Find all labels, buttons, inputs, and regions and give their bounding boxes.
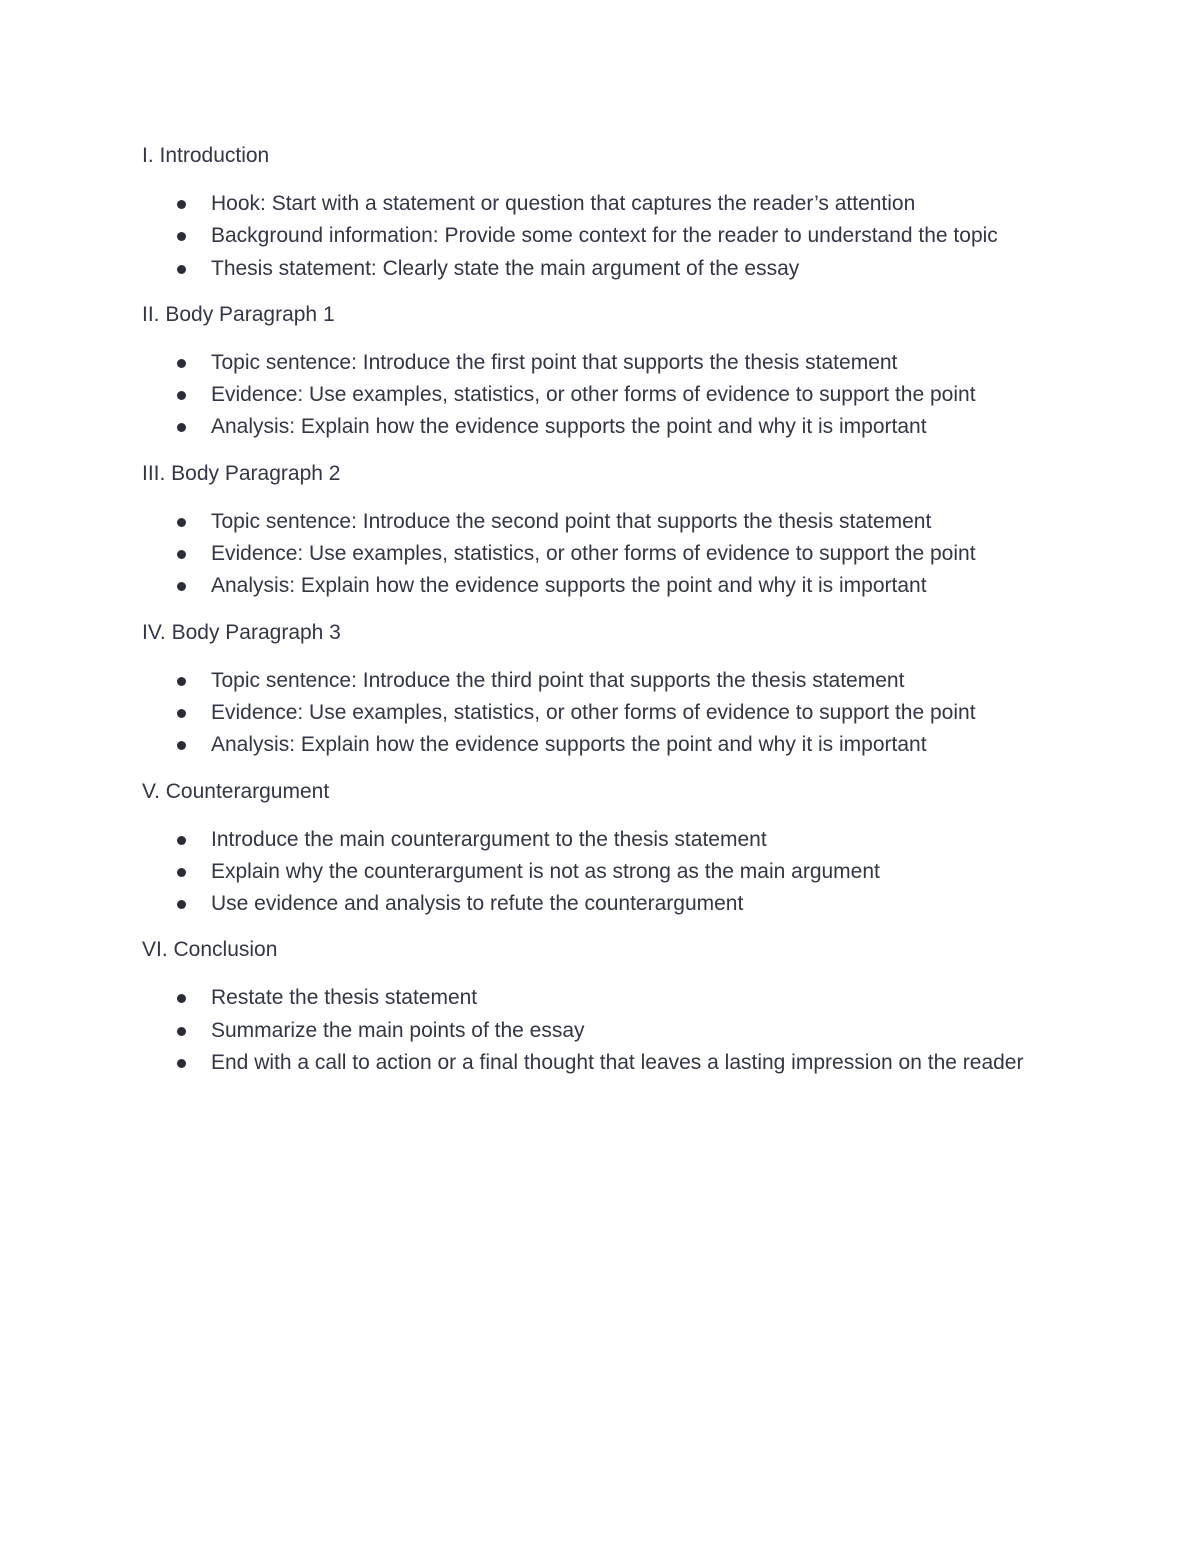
list-item — [142, 856, 1142, 888]
list-item — [142, 506, 1142, 538]
list-item — [142, 570, 1142, 602]
section-heading: IV. Body Paragraph 3 — [142, 620, 341, 644]
list-item — [142, 982, 1142, 1014]
list-item-text: Topic sentence: Introduce the first point that supports the thesis statement — [211, 350, 898, 374]
list-item-text: Restate the thesis statement — [211, 986, 478, 1010]
list-item-text: Topic sentence: Introduce the third point that supports the thesis statement — [211, 668, 905, 692]
section-heading: III. Body Paragraph 2 — [142, 461, 341, 485]
list-item — [142, 188, 1142, 220]
bullet-list — [142, 824, 1142, 921]
bullet-list — [142, 506, 1142, 603]
list-item — [142, 888, 1142, 920]
bullet-icon — [177, 994, 186, 1003]
list-item-text: End with a call to action or a final thought that leaves a lasting impression on the reader — [211, 1051, 1024, 1075]
section-body-paragraph-2 — [142, 458, 1142, 603]
bullet-list — [142, 347, 1142, 444]
section-introduction — [142, 140, 1142, 285]
bullet-icon — [177, 1059, 186, 1068]
bullet-icon — [177, 1027, 186, 1036]
bullet-icon — [177, 836, 186, 845]
list-item — [142, 729, 1142, 761]
list-item-text: Background information: Provide some context for the reader to understand the topic — [211, 224, 998, 248]
bullet-icon — [177, 518, 186, 527]
list-item-text: Evidence: Use examples, statistics, or other forms of evidence to support the point — [211, 700, 976, 724]
bullet-icon — [177, 391, 186, 400]
list-item — [142, 253, 1142, 285]
list-item — [142, 665, 1142, 697]
list-item — [142, 538, 1142, 570]
bullet-icon — [177, 232, 186, 241]
bullet-list — [142, 188, 1142, 285]
section-heading: II. Body Paragraph 1 — [142, 302, 335, 326]
section-counterargument — [142, 776, 1142, 921]
bullet-icon — [177, 359, 186, 368]
section-heading: V. Counterargument — [142, 779, 330, 803]
section-body-paragraph-1 — [142, 299, 1142, 444]
section-heading: I. Introduction — [142, 144, 270, 167]
list-item — [142, 220, 1142, 252]
bullet-icon — [177, 550, 186, 559]
list-item-text: Topic sentence: Introduce the second point that supports the thesis statement — [211, 509, 932, 533]
bullet-icon — [177, 200, 186, 209]
list-item-text: Explain why the counterargument is not as strong as the main argument — [211, 859, 880, 883]
bullet-icon — [177, 900, 186, 909]
list-item — [142, 1015, 1142, 1047]
list-item-text: Use evidence and analysis to refute the counterargument — [211, 892, 744, 916]
bullet-list — [142, 982, 1142, 1079]
list-item-text: Evidence: Use examples, statistics, or other forms of evidence to support the point — [211, 383, 976, 407]
list-item-text: Analysis: Explain how the evidence supports the point and why it is important — [211, 415, 927, 439]
list-item-text: Summarize the main points of the essay — [211, 1018, 585, 1042]
list-item-text: Introduce the main counterargument to the thesis statement — [211, 827, 767, 851]
section-body-paragraph-3 — [142, 617, 1142, 762]
list-item — [142, 347, 1142, 379]
list-item-text: Analysis: Explain how the evidence supports the point and why it is important — [211, 574, 927, 598]
bullet-icon — [177, 741, 186, 750]
bullet-icon — [177, 423, 186, 432]
bullet-icon — [177, 709, 186, 718]
list-item-text: Thesis statement: Clearly state the main argument of the essay — [211, 256, 800, 280]
section-heading: VI. Conclusion — [142, 938, 278, 962]
bullet-icon — [177, 677, 186, 686]
section-conclusion — [142, 934, 1142, 1079]
bullet-list — [142, 665, 1142, 762]
list-item-text: Analysis: Explain how the evidence supports the point and why it is important — [211, 733, 927, 757]
list-item — [142, 824, 1142, 856]
essay-outline — [142, 140, 1142, 1093]
list-item — [142, 1047, 1142, 1079]
bullet-icon — [177, 582, 186, 591]
list-item — [142, 697, 1142, 729]
bullet-icon — [177, 265, 186, 274]
bullet-icon — [177, 868, 186, 877]
list-item-text: Hook: Start with a statement or question that captures the reader’s attention — [211, 192, 916, 215]
list-item — [142, 411, 1142, 443]
list-item-text: Evidence: Use examples, statistics, or other forms of evidence to support the point — [211, 542, 976, 566]
list-item — [142, 379, 1142, 411]
